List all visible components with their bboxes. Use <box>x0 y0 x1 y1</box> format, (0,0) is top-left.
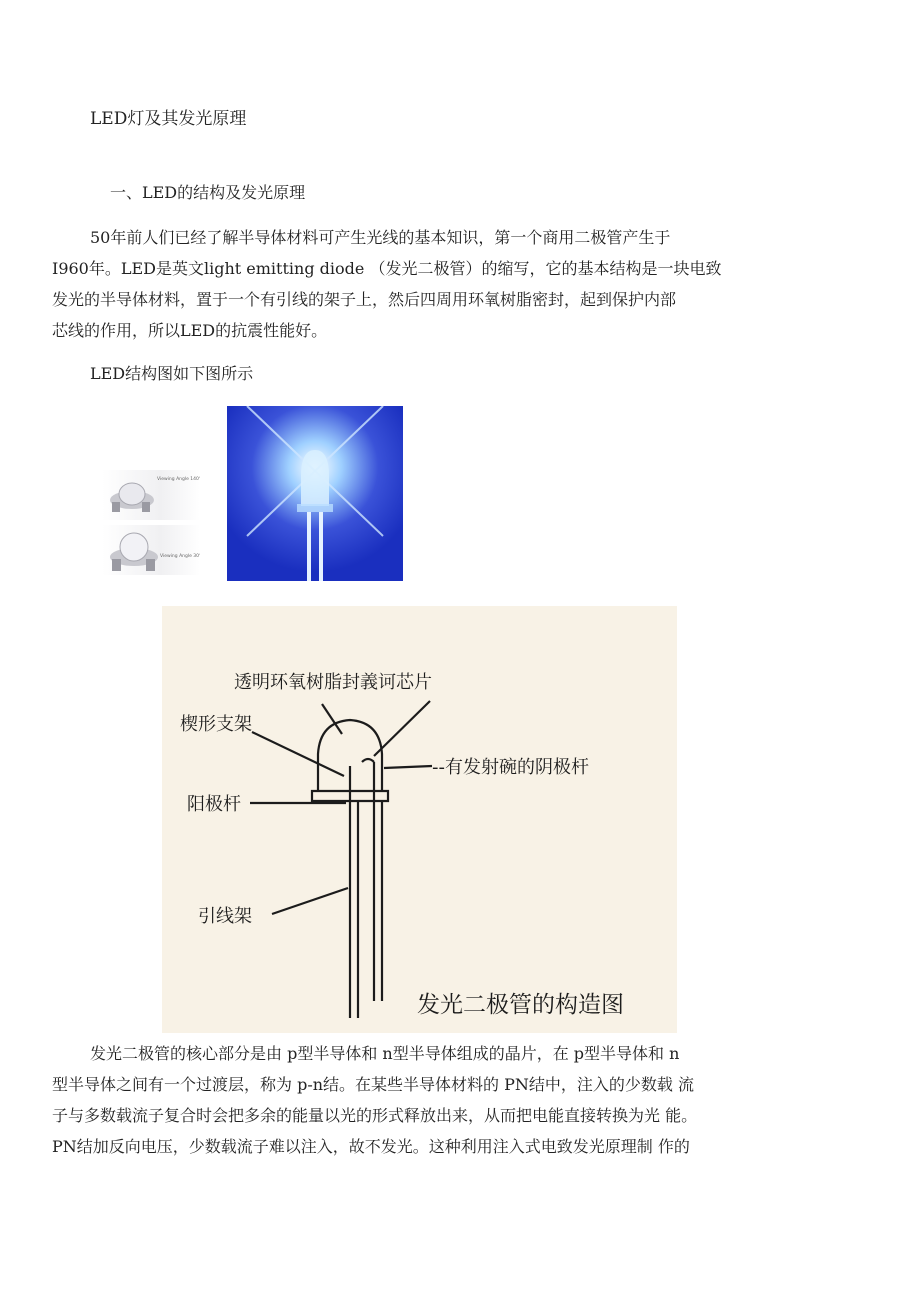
body-line: 子与多数载流子复合时会把多余的能量以光的形式释放出来，从而把电能直接转换为光 能。 <box>52 1106 698 1125</box>
body-line: 型半导体之间有一个过渡层，称为 p-n结。在某些半导体材料的 PN结中，注入的少数载 流 <box>52 1075 694 1094</box>
label-wedge-bracket: 楔形支架 <box>180 714 252 735</box>
body-line: PN结加反向电压，少数载流子难以注入，故不发光。这种利用注入式电致发光原理制 作的 <box>52 1137 690 1156</box>
led-structure-diagram <box>162 606 677 1033</box>
blue-led-photo <box>227 406 403 581</box>
section-heading: 一、LED的结构及发光原理 <box>110 183 306 202</box>
document-title: LED灯及其发光原理 <box>90 109 247 129</box>
led-angle-photo-140 <box>102 470 200 520</box>
intro-line: 50年前人们已经了解半导体材料可产生光线的基本知识，第一个商用二极管产生于 <box>90 228 671 247</box>
label-epoxy: 透明环氧树脂封義诃芯片 <box>234 672 432 693</box>
label-lead-frame: 引线架 <box>198 906 252 927</box>
diagram-title: 发光二极管的构造图 <box>417 992 624 1018</box>
led-angle-photo-30 <box>102 525 200 575</box>
label-cathode: --有发射碗的阴极杆 <box>432 757 589 778</box>
intro-line: I960年。LED是英文light emitting diode （发光二极管）的缩写，它的基本结构是一块电致 <box>52 259 722 278</box>
thumb-label: Viewing Angle 30° <box>160 554 200 559</box>
intro-line: 发光的半导体材料，置于一个有引线的架子上，然后四周用环氧树脂密封，起到保护内部 <box>52 290 677 309</box>
label-anode: 阳极杆 <box>187 794 241 815</box>
thumb-label: Viewing Angle 140° <box>157 477 200 482</box>
body-line: 发光二极管的核心部分是由 p型半导体和 n型半导体组成的晶片，在 p型半导体和 n <box>90 1044 680 1063</box>
body-paragraph <box>52 1038 812 1162</box>
intro-line: 芯线的作用，所以LED的抗震性能好。 <box>52 321 328 340</box>
figure-caption: LED结构图如下图所示 <box>90 364 254 383</box>
intro-paragraph <box>52 222 812 346</box>
